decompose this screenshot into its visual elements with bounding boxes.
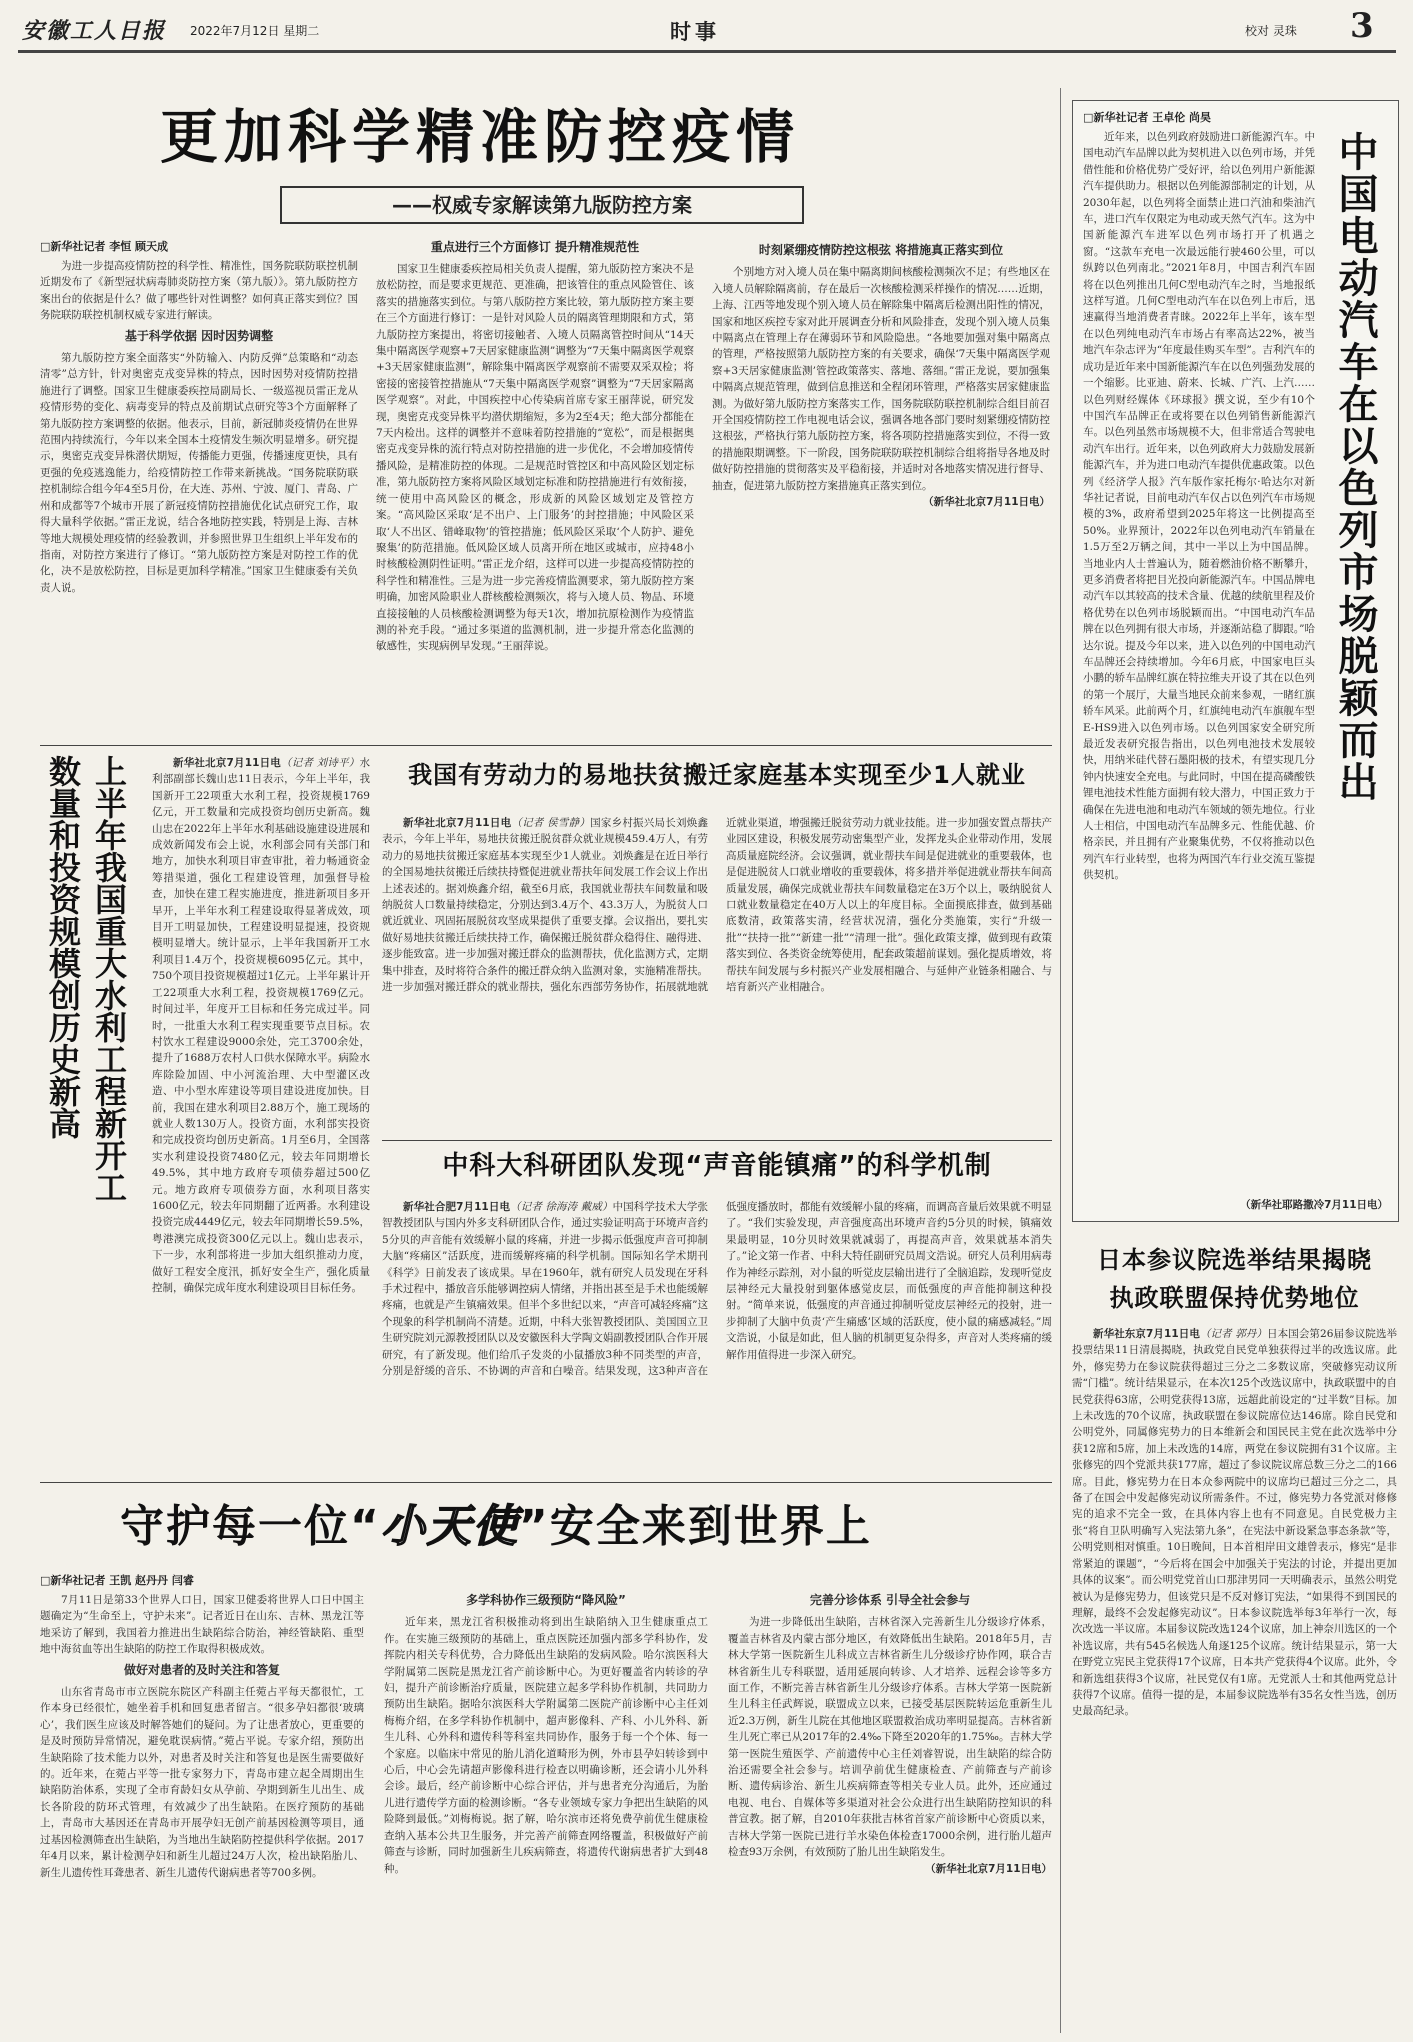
- dateline-angels: （新华社北京7月11日电）: [925, 1862, 1052, 1875]
- byline-japan-reporter: （记者 郭丹）: [1199, 1328, 1268, 1340]
- issue-date: 2022年7月12日 星期二: [190, 24, 320, 38]
- article-ev-israel: [1072, 100, 1399, 1222]
- masthead-rule: [18, 50, 1396, 53]
- paragraph-epidemic-3: 个别地方对入境人员在集中隔离期间核酸检测频次不足；有些地区在入境人员解除隔离前，存在最后一次核酸检测采样操作的情况……近期，上海、江西等地发现个别入境人员在解除集中隔离后检测出阳性的情况，国家和地区疾控专家对此开展调查分析和风险排查，发现个别入境人员集中隔离点在管理上存在薄弱环节和风险隐患。“各地要加强对集中隔离点的管理，严格按照第九版防控方案的有关要求，确保‘7天集中隔离医学观察+3天居家健康监测’管控政策落实、落地、落细。”雷正龙说，要加强集中隔离点规范管理，做到信息推送和全程闭环管理，严格落实居家健康监测。为做好第九版防控方案落实工作，国务院联防联控机制综合组目前召开全国疫情防控工作电视电话会议，强调各地各部门要时刻紧绷疫情防控这根弦，严格执行第九版防控方案，将各项防控措施落实到位，不得一致的措施限期调整。下一阶段，国务院联防联控机制综合组将指导各地及时做好防控措施的贯彻落实及平稳衔接，并适时对各地落实情况进行督导、抽查，促进第九版防控方案措施真正落实到位。: [712, 266, 1050, 492]
- article-water-projects: [40, 755, 370, 1305]
- body-water: 水利部副部长魏山忠11日表示，今年上半年，我国新开工22项重大水利工程，投资规模1769亿元，开工数量和完成投资均创历史新高。魏山忠在2022年上半年水利基础设施建设进展和成效新闻发布会上说，水利部会同有关部门和地方，加快水利项目审查审批，着力畅通资金筹措渠道，强化工程建设管理，加强督导检查，加快在建工程实施进度，推进新项目多开早开，上半年水利工程建设取得显著成效，项目开工明显加快，工程建设明显提速，投资规模明显增大。统计显示，上半年我国新开工水利项目1.4万个，投资规模6095亿元。其中，750个项目投资规模超过1亿元。上半年累计开工22项重大水利工程，投资规模1769亿元。时间过半，年度开工目标和任务完成过半。同时，一批重大水利工程实现重要节点目标。农村饮水工程建设9000余处，完工3700余处，提升了1688万农村人口供水保障水平。病险水库除险加固、中小河流治理、大中型灌区改造、中小型水库建设等项目建设进度加快。目前，我国在建水利项目2.88万个，施工现场的就业人数130万人。投资方面，水利部实投资和完成投资均创历史新高。1月至6月，全国落实水利建设投资7480亿元，较去年同期增长49.5%，其中地方政府专项债券超过500亿元。地方政府专项债券方面，水利项目落实1600亿元，较去年同期翻了近两番。水利建设投资完成4449亿元，较去年同期增长59.5%，粤港澳完成投资300亿元以上。魏山忠表示，下一步，水利部将进一步加大组织推动力度，做好工程安全度汛，抓好安全生产，强化质量控制，确保完成年度水利建设项目目标任务。: [152, 757, 370, 1294]
- paragraph-angels-3: 近年来，黑龙江省积极推动将到出生缺陷纳入卫生健康重点工作。在实施三级预防的基础上，重点医院还加强内部多学科协作，发挥院内相关专科优势，合力降低出生缺陷的发病风险。哈尔滨医科大学附属第二医院是黑龙江省产前诊断中心。为更好覆盖省内转诊的孕妇，提升产前诊断治疗质量，医院建立起多学科协作机制，共同助力预防出生缺陷。据哈尔滨医科大学附属第二医院产前诊断中心主任刘梅梅介绍，在多学科协作机制中，超声影像科、产科、小儿外科、新生儿科、心外科和遗传科等科室共同协作，服务于每一个个体、每一个家庭。以临床中常见的胎儿消化道畸形为例，外市县孕妇转诊到中心后，中心会先请超声影像科进行检查以明确诊断，还会请小儿外科会诊。最后，经产前诊断中心综合评估，并与患者充分沟通后，为胎儿进行遗传学方面的检测诊断。“各专业领域专家力争把出生缺陷的风险降到最低。”刘梅梅说。据了解，哈尔滨市还将免费孕前优生健康检查纳入基本公共卫生服务，并完善产前筛查网络覆盖，积极做好产前筛查与诊断，同时加强新生儿疾病筛查，将遗传代谢病患者扩大到48种。: [384, 1616, 708, 1875]
- divider-lower: [40, 1482, 1052, 1483]
- headline-angels-pre: 守护每一位“: [120, 1501, 381, 1552]
- headline-japan-line1: 日本参议院选举结果揭晓: [1097, 1246, 1372, 1274]
- byline-epidemic: □新华社记者 李恒 顾天成: [40, 240, 169, 253]
- headline-sound: 中科大科研团队发现“声音能镇痛”的科学机制: [442, 1151, 992, 1181]
- intro-epidemic: 为进一步提高疫情防控的科学性、精准性，国务院联防联控机制近期发布了《新型冠状病毒肺炎防控方案（第九版）》。第九版防控方案出台的依据是什么？做了哪些针对性调整？如何真正落实到位？国务院联防联控机制权威专家进行解读。: [40, 260, 358, 322]
- paragraph-angels-2: 山东省青岛市市立医院东院区产科副主任菀占平每天都很忙，工作本身已经很忙，她坐着手机和回复患者留言。“很多孕妇都很‘玻璃心’，我们医生应该及时解答她们的疑问。为了让患者放心，更重要的是及时预防异常情况，避免耽误病情。”菀占平说。专家介绍，预防出生缺陷除了技术能力以外，对患者及时关注和答复也是医生需要做好的。近年来，在菀占平等一批专家努力下，青岛市建立起全周期出生缺陷防治体系，实现了全市育龄妇女从孕前、孕期到新生儿出生、成长各阶段的防环式管理，有效减少了出生缺陷。在医疗预防的基础上，青岛市大基因还在青岛市开展孕妇无创产前基因检测等项目，通过基因检测筛查出生缺陷，为当地出生缺陷防控提供科学依据。2017年4月以来，累计检测孕妇和新生儿超过24万人次，检出缺陷胎儿、新生儿遗传性耳聋患者、新生儿遗传代谢病患者等700多例。: [40, 1686, 364, 1879]
- subhead-angels-1: 做好对患者的及时关注和答复: [123, 1662, 280, 1677]
- subheadline-epidemic: ——权威专家解读第九版防控方案: [280, 186, 804, 224]
- masthead: [0, 0, 1413, 56]
- headline-ev: 中国电动汽车在以色列市场脱颖而出: [1332, 131, 1378, 803]
- byline-sound-reporter: （记者 徐海涛 戴威）: [510, 1201, 613, 1213]
- headline-poverty: 我国有劳动力的易地扶贫搬迁家庭基本实现至少1人就业: [408, 761, 1026, 789]
- paper-name: 安徽工人日报: [22, 18, 167, 44]
- subhead-angels-2: 多学科协作三级预防“降风险”: [466, 1593, 626, 1607]
- byline-angels: □新华社记者 王凯 赵丹丹 闫睿: [40, 1574, 194, 1587]
- byline-water-reporter: （记者 刘诗平）: [281, 757, 360, 769]
- subhead-angels-3: 完善分诊体系 引导全社会参与: [809, 1593, 971, 1607]
- headline-japan-line2: 执政联盟保持优势地位: [1109, 1284, 1360, 1312]
- section-name: 时事: [670, 20, 720, 44]
- byline-poverty-reporter: （记者 侯雪静）: [511, 817, 591, 829]
- divider-top: [40, 745, 1052, 746]
- article-sound-analgesia: [382, 1145, 1052, 1475]
- article-epidemic-prevention: [40, 88, 1052, 740]
- paragraph-epidemic-2: 国家卫生健康委疾控局相关负责人提醒，第九版防控方案决不是放松防控，而是要求更规范、更准确，把该管住的重点风险管住、该落实的措施落实到位。与第八版防控方案比较，第九版防控方案主要在三个方面进行修订：一是针对风险人员的隔离管理期限和方式，第九版防控方案提出，将密切接触者、入境人员隔离管控时间从“14天集中隔离医学观察+7天居家健康监测”调整为“7天集中隔离医学观察+3天居家健康监测”，解除集中隔离医学观察前不需要双采双检；将密接的密接管控措施从“7天集中隔离医学观察”调整为“7天居家隔离医学观察”。对此，中国疾控中心传染病首席专家王丽萍说，研究发现，奥密克戎变异株平均潜伏期缩短，多为2至4天；绝大部分都能在7天内检出。这样的调整并不意味着防控措施的“宽松”，而是根据奥密克戎变异株的流行特点对防控措施的进一步优化，不会增加疫情传播风险，是精准防控的体现。二是规范时管控区和中高风险区划定标准，第九版防控方案将风险区域划定标准和防控措施进行有效衔接，统一使用中高风险区的概念，形成新的风险区域划定及管控方案。“高风险区采取‘足不出户、上门服务’的封控措施；中风险区采取‘人不出区、错峰取物’的管控措施；低风险区采取‘个人防护、避免聚集’的防范措施。低风险区域人员离开所在地区或城市，应持48小时核酸检测阴性证明。”雷正龙介绍，这样可以进一步提高疫情防控的科学性和精准性。三是为进一步完善疫情监测要求，第九版防控方案明确，加密风险职业人群核酸检测频次，将与入境人员、物品、环境直接接触的人员核酸检测调整为每天1次，增加抗原检测作为疫情监测的补充手段。“通过多渠道的监测机制，进一步提升常态化监测的敏感性，实现病例早发现。”王丽萍说。: [376, 263, 694, 653]
- subhead-epidemic-1: 基于科学依据 因时因势调整: [124, 328, 274, 343]
- byline-water-lead: 新华社北京7月11日电: [173, 757, 281, 769]
- subhead-epidemic-3: 时刻紧绷疫情防控这根弦 将措施真正落实到位: [758, 243, 1004, 257]
- page-number: 3: [1350, 6, 1374, 46]
- headline-water: 上半年我国重大水利工程新开工数量和投资规模创历史新高: [44, 755, 128, 1203]
- body-sound: 中国科学技术大学张智教授团队与国内外多支科研团队合作，通过实验证明高于环境声音约5分贝的声音能有效缓解小鼠的疼痛，并进一步揭示低强度声音可抑制大脑“疼痛区”活跃度，进而缓解疼痛的科学机制。国际知名学术期刊《科学》日前发表了该成果。早在1960年，就有研究人员发现在牙科手术过程中，播放音乐能够调控病人情绪，并指出甚至是手术也能缓解疼痛，也就是产生镇痛效果。但半个多世纪以来，“声音可减轻疼痛”这个现象的科学机制尚不清楚。近期，中科大张智教授团队、美国国立卫生研究院刘元源教授团队以及安徽医科大学陶文娟副教授团队合作开展研究，有了新发现。他们给爪子发炎的小鼠播放3种不同类型的声音，分别是舒缓的音乐、不协调的声音和白噪音。结果发现，这3种声音在低强度播放时，都能有效缓解小鼠的疼痛，而调高音量后效果就不明显了。“我们实验发现，声音强度高出环境声音约5分贝的时候，镇痛效果最明显，10分贝时效果就减弱了，再提高声音，效果就基本消失了。”论文第一作者、中科大特任副研究员周文浩说。研究人员利用病毒作为神经示踪剂，对小鼠的听觉皮层输出进行了全脑追踪，发现听觉皮层神经元大量投射到躯体感觉皮层，而低强度的声音能抑制这种投射。“简单来说，低强度的声音通过抑制听觉皮层神经元的投射，进一步抑制了大脑中负责‘产生痛感’区域的活跃度，使小鼠的痛感减轻。”周文浩说，小鼠是如此，但人脑的机制更复杂得多，声音对人类疼痛的缓解作用值得进一步深入研究。: [382, 1201, 1052, 1378]
- headline-angels: [120, 1490, 872, 1554]
- dateline-ev: （新华社耶路撒冷7月11日电）: [1240, 1198, 1388, 1211]
- paragraph-epidemic-1: 第九版防控方案全面落实“外防输入、内防反弹”总策略和“动态清零”总方针，针对奥密克戎变异株的特点，因时因势对疫情防控措施进行了调整。国家卫生健康委疾控局副局长、一级巡视员雷正龙从疫情形势的变化、病毒变异的特点及前期试点研究等3个方面解释了第九版防控方案调整的依据。他表示，目前，新冠肺炎疫情仍在世界范围内持续流行，今年以来全国本土疫情发生频次明显增多。研究提示，奥密克戎变异株潜伏期短，传播能力更强，传播速度更快，具有更强的免疫逃逸能力，给疫情防控工作带来新挑战。“国务院联防联控机制综合组今年4至5月份，在大连、苏州、宁波、厦门、青岛、广州和成都等7个城市开展了新冠疫情防控措施优化试点研究工作，取得大量科学依据。”雷正龙说，结合各地防控实践，特别是上海、吉林等地大规模处理疫情的经验教训，并参照世界卫生组织上半年发布的指南，对防控方案进行了修订。“第九版防控方案是对防控工作的优化，决不是放松防控，目标是更加科学精准。”国家卫生健康委有关负责人说。: [40, 352, 358, 594]
- headline-epidemic: 更加科学精准防控疫情: [160, 103, 801, 171]
- headline-angels-highlight: 小天使: [380, 1501, 519, 1552]
- body-ev-part1: 近年来，以色列政府鼓励进口新能源汽车。中国电动汽车品牌以此为契机进入以色列市场，并凭借性能和价格优势广受好评，给以色列用户新能源汽车提供助力。根据以色列能源部制定的计划，从2030年起，以色列将全面禁止进口汽油和柴油汽车，进口汽车仅限定为电动或天然气汽车。这为中国新能源汽车进军以色列市场打开了机遇之窗。“这款车充电一次最远能行驶460公里，可以纵跨以色列南北。”2021年8月，中国吉利汽车固将在以色列推出几何C型电动汽车之时，当地报纸这样写道。几何C型电动汽车在以色列上市后，迅速赢得当地消费者青睐。2022年上半年，该车型在以色列纯电动汽车市场占有率高达22%，被当地汽车杂志评为“年度最佳购买车型”。吉利汽车的成功是近年来中国新能源汽车在以色列强劲发展的一个缩影。比亚迪、蔚来、长城、广汽、上汽……以色列财经媒体《环球报》撰文说，至少有10个中国汽车品牌正在或将要在以色列销售新能源汽车。以色列虽然市场规模不大，但非常适合驾驶电动汽车出行。近年来，以色列政府大力鼓励发展新能源汽车，并为进口电动汽车提供优惠政策。以色列《经济学人报》汽车版作家托梅尔·哈达尔对新华社记者说，目前电动汽车仅占以色列汽车市场规模的3%，政府希望到2025年将这一比例提高至50%。业界预计，2022年以色列电动汽车销量在1.5万至2万辆之间，其中一半以上为中国品牌。当地业内人士普遍认为，随着燃油价格不断攀升，更多消费者将把目光投向新能源汽车。中国品牌电动汽车以其较高的技术含量、优越的续航里程及价格优势在以色列市场脱颖而出。“中国电动汽车品牌在以色列拥有很大市场，并逐渐站稳了脚跟。”哈达尔说。提及今年以来，进入以色列的中国电动汽车品牌还会持续增加。今年6月底，中国家电巨头小鹏的轿车品牌红旗在特拉维夫开设了其在以色列的第一个展厅，大量当地民众前来参观，一睹红旗轿车风采。此前两个月，红旗纯电动汽车旗舰车型E-HS9进入以色列市场。以色列国家安全研究所最近发表研究报告指出，以色列电池技术发展较快，用纳米硅代替石墨阳极的技术，有望实现几分钟内快速安全充电。与此同时，中国在提高磷酸铁锂电池技术性能方面拥有较大潜力，中国正致力于确保在先进电池和电动汽车领域的领先地位。行业人士相信，中国电动汽车品牌多元、性能优越、价格亲民，并且拥有产业聚集优势，不仅将推动以色列汽车行业转型，也将为两国汽车行业交流互鉴提供契机。: [1083, 131, 1315, 882]
- headline-angels-post: ”安全来到世界上: [518, 1501, 872, 1552]
- paragraph-angels-1: 7月11日是第33个世界人口日，国家卫健委将世界人口日中国主题确定为“生命至上，守护未来”。记者近日在山东、吉林、黑龙江等地采访了解到，我国着力推进出生缺陷综合防治，神经管缺陷、重型地中海贫血等出生缺陷的防控工作取得积极成效。: [40, 1594, 364, 1656]
- byline-japan-lead: 新华社东京7月11日电: [1093, 1328, 1200, 1340]
- page-editors: 校对 灵珠: [1245, 24, 1297, 38]
- paragraph-angels-4: 为进一步降低出生缺陷，吉林省深入完善新生儿分级诊疗体系，覆盖吉林省及内蒙古部分地区，有效降低出生缺陷。2018年5月，吉林大学第一医院新生儿科成立吉林省新生儿分级诊疗协作网，联合吉林省新生儿专科联盟，适用延展向转诊、人才培养、远程会诊等多方面工作，不断完善吉林省新生儿分级诊疗体系。吉林大学第一医院新生儿科主任武辉说，联盟成立以来，已接受基层医院转运危重新生儿近2.3万例，新生儿院在其他地区联盟救治成功率明显提高。吉林省新生儿死亡率已从2017年的2.4‰下降至2020年的1.75‰。吉林大学第一医院生殖医学、产前遗传中心主任刘睿智说，出生缺陷的综合防治还需要全社会参与。培训孕前优生健康检查、产前筛查与产前诊断、遗传病诊治、新生儿疾病筛查等相关专业人员。此外，还应通过电视、电台、自媒体等多渠道对社会公众进行出生缺陷防控知识的科普宣教。据了解，自2010年获批吉林省首家产前诊断中心资质以来，吉林大学第一医院已进行羊水染色体检查17000余例，进行胎儿超声检查93万余例，有效预防了胎儿出生缺陷发生。: [728, 1616, 1052, 1859]
- article-japan-election: [1072, 1230, 1397, 2035]
- subhead-epidemic-2: 重点进行三个方面修订 提升精准规范性: [430, 240, 640, 254]
- body-poverty: 国家乡村振兴局长刘焕鑫表示，今年上半年，易地扶贫搬迁脱贫群众就业规模459.4万人，有劳动力的易地扶贫搬迁家庭基本实现至少1人就业。刘焕鑫是在近日举行的全国易地扶贫搬迁后续扶持暨促进就业帮扶年间发展工作会议上作出上述表述的。据刘焕鑫介绍，截至6月底，我国就业帮扶车间数量和吸纳脱贫人口数量持续稳定，分别达到3.4万个、43.3万人，为脱贫人口就近就业、巩固拓展脱贫攻坚成果提供了重要支撑。会议指出，要扎实做好易地扶贫搬迁后续扶持工作，确保搬迁脱贫群众稳得住、融得进、逐步能致富。进一步加强对搬迁群众的监测帮扶，优化监测方式，定期集中排查，及时将符合条件的搬迁群众纳入监测对象，实施精准帮扶。进一步加强对搬迁群众的就业帮扶，强化东西部劳务协作，拓展就地就近就业渠道，增强搬迁脱贫劳动力就业技能。进一步加强安置点帮扶产业园区建设，积极发展劳动密集型产业，发挥龙头企业带动作用，发展高质量庭院经济。会议强调，就业帮扶车间是促进就业的重要载体，也是促进脱贫人口就业增收的重要载体，将多措并举促进就业帮扶车间高质量发展，确保完成就业帮扶车间数量稳定在3万个以上，吸纳脱贫人口就业数量稳定在40万人以上的年度目标。全面摸底排查，做到基础底数清，政策落实清，经营状况清，强化分类施策，实行“升级一批”“扶持一批”“新建一批”“清理一批”。强化政策支撑，做到现有政策落实到位、各类资金统筹使用，配套政策超前谋划。强化提质增效，将帮扶车间发展与乡村振兴产业发展相融合、与延伸产业链条相融合、与培育新兴产业相融合。: [382, 817, 1052, 994]
- divider-mid: [382, 1140, 1052, 1141]
- byline-poverty-lead: 新华社北京7月11日电: [403, 817, 512, 829]
- article-birth-defects: [40, 1490, 1052, 2035]
- right-column-divider: [1060, 88, 1061, 2033]
- article-poverty-relocation: [382, 755, 1052, 1135]
- byline-sound-lead: 新华社合肥7月11日电: [403, 1201, 511, 1213]
- body-japan: 日本国会第26届参议院选举投票结果11日清晨揭晓，执政党自民党单独获得过半的改选议席。此外，修宪势力在参议院获得超过三分之二多数议席，突破修宪动议所需“门槛”。统计结果显示，在本次125个改选议席中，执政联盟中的自民党获得63席，公明党获得13席，远超此前设定的“过半数”目标。加上未改选的70个议席，执政联盟在参议院席位达146席。除自民党和公明党外，同属修宪势力的日本维新会和国民民主党在此次选举中分获12席和5席，加上未改选的14席，两党在参议院拥有31个议席。主张修宪的四个党派共获177席，超过了参议院议席总数三分之二的166席。目此，修宪势力在日本众参两院中的议席均已超过三分之二，具备了在国会中发起修宪动议所需条件。不过，修宪势力各党派对修修宪的追求不完全一致，在具体内容上也有不同意见。自民党极力主张“将自卫队明确写入宪法第九条”，在宪法中新设紧急事态条款”等，公明党则相对慎重。10日晚间，日本首相岸田文雄曾表示，修宪“是非常紧迫的课题”，“今后将在国会中加强关于宪法的讨论，并提出更加具体的议案”。而公明党党首山口那津男同一天明确表示，虽然公明党被认为是修宪势力，但该党只是不反对修订宪法，“如果得不到国民的理解，最终不会发起修宪动议”。日本参议院选举每3年举行一次，每次改选一半议席。本届参议院改选124个议席，加上神奈川选区的一个补选议席，共有545名候选人角逐125个议席。统计结果显示，第一大在野党立宪民主党获得17个议席，日本共产党获得4个议席。此外，令和新选组获得3个议席，社民党仅有1席。无党派人士和其他两党总计获得7个议席。值得一提的是，本届参议院选举有35名女性当选，创历史最高纪录。: [1072, 1328, 1397, 1718]
- byline-ev: □新华社记者 王卓伦 尚昊: [1083, 111, 1212, 124]
- dateline-epidemic: （新华社北京7月11日电）: [923, 496, 1050, 509]
